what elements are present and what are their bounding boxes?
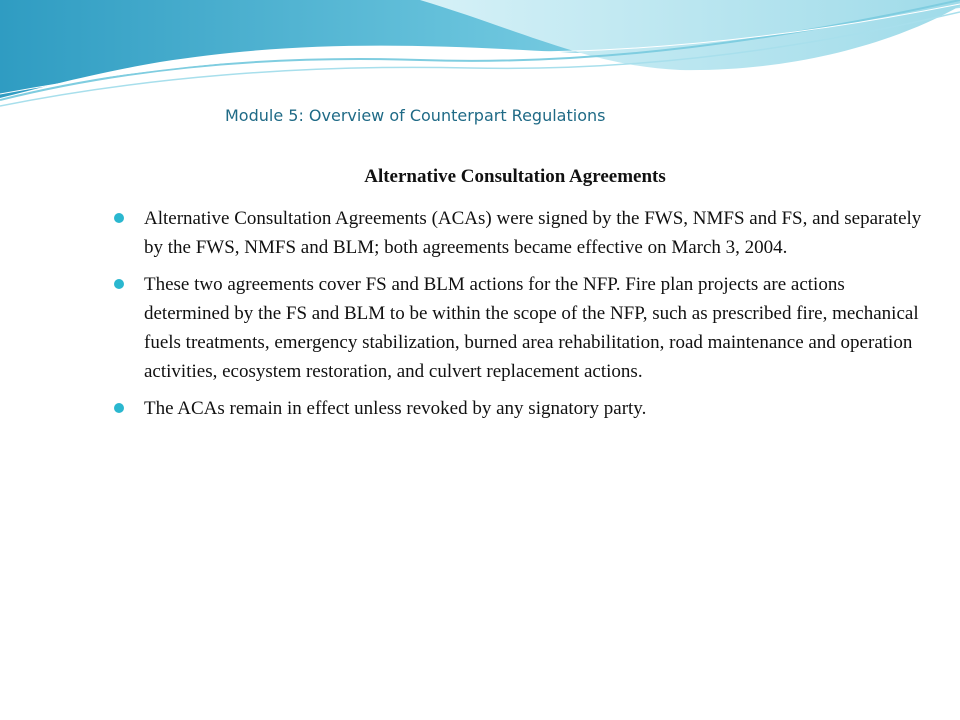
bullet-list [112,204,927,431]
bullet-icon [114,403,124,413]
bullet-icon [114,279,124,289]
slide-heading: Alternative Consultation Agreements [364,166,666,187]
bullet-text: The ACAs remain in effect unless revoked by any signatory party. [144,398,647,419]
bullet-text: Alternative Consultation Agreements (ACAs) were signed by the FWS, NMFS and FS, and separately by the FWS, NMFS and BLM; both agreements became effective on March 3, 2004. [144,208,922,258]
list-item [112,394,927,423]
list-item [112,270,927,386]
module-title: Module 5: Overview of Counterpart Regulations [225,106,606,125]
bullet-text: These two agreements cover FS and BLM actions for the NFP. Fire plan projects are actions determined by the FS and BLM to be within the scope of the NFP, such as prescribed fire, mechanical fuels treatments, emergency stabilization, burned area rehabilitation, road maintenance and operation activities, ecosystem restoration, and culvert replacement actions. [144,274,919,382]
list-item [112,204,927,262]
bullet-icon [114,213,124,223]
